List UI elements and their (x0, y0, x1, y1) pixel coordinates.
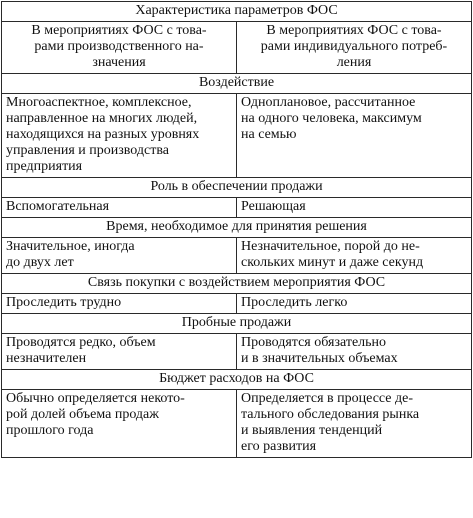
cell-right: Одноплановое, рассчитанное на одного человека, максимум на семью (237, 94, 472, 178)
table-title-row (2, 2, 472, 22)
section-heading-trial-sales: Пробные продажи (2, 314, 472, 334)
cell-right: Незначительное, порой до не- скольких минут и даже секунд (237, 238, 472, 274)
section-heading-row (2, 370, 472, 390)
table-row (2, 238, 472, 274)
table-row (2, 294, 472, 314)
cell-left: Проследить трудно (2, 294, 237, 314)
cell-left: Обычно определяется некото- рой долей объема продаж прошлого года (2, 390, 237, 458)
table-row (2, 390, 472, 458)
cell-left: Вспомогательная (2, 198, 237, 218)
section-heading-row (2, 274, 472, 294)
table-row (2, 198, 472, 218)
column-header-row (2, 22, 472, 74)
section-heading-row (2, 218, 472, 238)
cell-right: Проследить легко (237, 294, 472, 314)
section-heading-budget: Бюджет расходов на ФОС (2, 370, 472, 390)
section-heading-row (2, 314, 472, 334)
section-heading-purchase-link: Связь покупки с воздействием мероприятия ФОС (2, 274, 472, 294)
section-heading-decision-time: Время, необходимое для принятия решения (2, 218, 472, 238)
cell-right: Определяется в процессе де- тального обследования рынка и выявления тенденций его развития (237, 390, 472, 458)
cell-right: Проводятся обязательно и в значительных объемах (237, 334, 472, 370)
section-heading-row (2, 178, 472, 198)
cell-left: Проводятся редко, объем незначителен (2, 334, 237, 370)
cell-left: Значительное, иногда до двух лет (2, 238, 237, 274)
characteristics-table (1, 1, 472, 458)
column-header-right: В мероприятиях ФОС с това- рами индивидуального потреб- ления (237, 22, 472, 74)
section-heading-impact: Воздействие (2, 74, 472, 94)
table-title: Характеристика параметров ФОС (2, 2, 472, 22)
section-heading-sales-role: Роль в обеспечении продажи (2, 178, 472, 198)
table-row (2, 94, 472, 178)
cell-left: Многоаспектное, комплексное, направленное на многих людей, находящихся на разных уровнях управления и производства предприятия (2, 94, 237, 178)
cell-right: Решающая (237, 198, 472, 218)
column-header-left: В мероприятиях ФОС с това- рами производственного на- значения (2, 22, 237, 74)
section-heading-row (2, 74, 472, 94)
table-row (2, 334, 472, 370)
